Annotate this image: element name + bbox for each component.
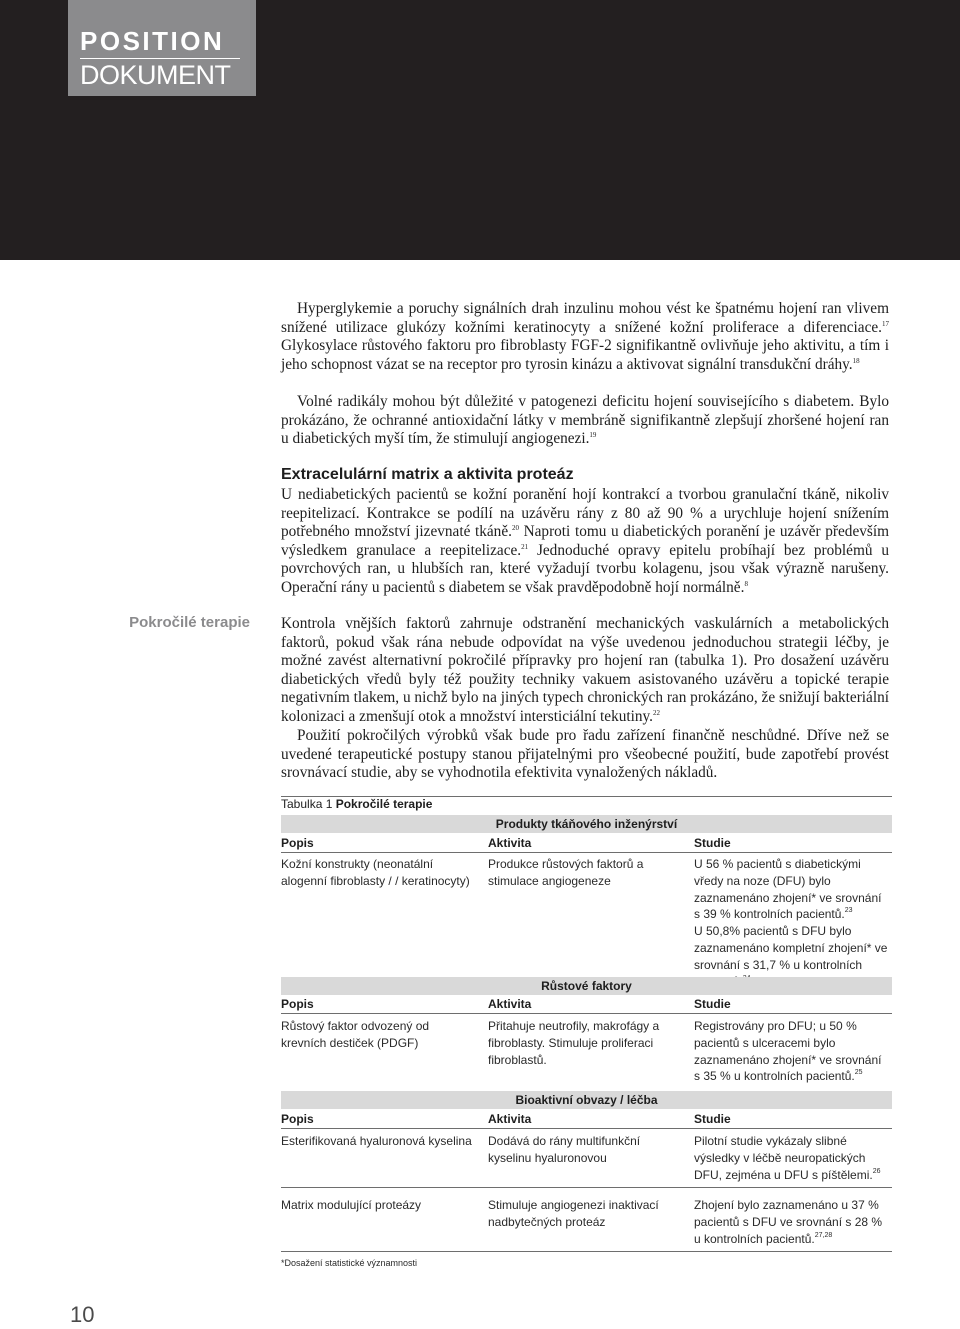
advanced-therapies-paragraph-2: Použití pokročilých výrobků však bude pro řadu zařízení finančně neschůdné. Dříve než se uvedené terapeutické postupy stanou přijatelnými pro všeobecné použití, bude zapotřebí provést srovnávací studie, aby se vyhodnotila efektivita vynaložených nákladů. bbox=[281, 727, 889, 782]
table-footnote: *Dosažení statistické významnosti bbox=[281, 1258, 418, 1268]
badge-divider bbox=[80, 58, 240, 59]
table-header-rule bbox=[281, 1013, 892, 1014]
table-caption: Tabulka 1 Pokročilé terapie bbox=[281, 797, 433, 811]
side-heading-advanced-therapies: Pokročilé terapie bbox=[129, 614, 250, 631]
table-cell-popis: Matrix modulující proteázy bbox=[281, 1198, 422, 1212]
table-header-aktivita: Aktivita bbox=[488, 997, 532, 1011]
intro-paragraph-1: Hyperglykemie a poruchy signálních drah inzulinu mohou vést ke špatnému hojení ran vlivem snížené utilizace glukózy kožními keratinocyty a snížené kožní proliferace a diferenciace.$^{17}$ Glykosylace růstového faktoru pro fibroblasty FGF-2 signifikantně ovlivňuje jeho aktivitu, a tím i jeho schopnost vázat se na receptor pro tyrosin kinázu a aktivovat signální transdukční dráhy.$^{18}$ bbox=[281, 300, 889, 373]
badge-line-1: POSITION bbox=[80, 26, 225, 56]
table-cell-popis: Kožní konstrukty (neonatální alogenní fibroblasty / / keratinocyty) bbox=[281, 857, 470, 888]
table-cell-aktivita: Produkce růstových faktorů a stimulace angiogeneze bbox=[488, 857, 644, 888]
table-header-popis: Popis bbox=[281, 997, 314, 1011]
table-header-studie: Studie bbox=[694, 1112, 731, 1126]
table-cell-popis: Esterifikovaná hyaluronová kyselina bbox=[281, 1134, 472, 1148]
table-header-rule bbox=[281, 1128, 892, 1129]
table-header-aktivita: Aktivita bbox=[488, 1112, 532, 1126]
table-section-title: Růstové faktory bbox=[541, 979, 632, 993]
table-header-studie: Studie bbox=[694, 997, 731, 1011]
table-cell-aktivita: Přitahuje neutrofily, makrofágy a fibroblasty. Stimuluje proliferaci fibroblastů. bbox=[488, 1019, 660, 1067]
table-bottom-rule bbox=[281, 1251, 892, 1252]
table-header-popis: Popis bbox=[281, 836, 314, 850]
table-header-rule bbox=[281, 852, 892, 853]
table-cell-studie: Zhojení bylo zaznamenáno u 37 % pacientů s DFU ve srovnání s 28 % u kontrolních pacientů.$^{27,28}$ bbox=[694, 1198, 883, 1246]
section-heading-ecm: Extracelulární matrix a aktivita proteáz bbox=[281, 466, 574, 483]
table-cell-studie: U 56 % pacientů s diabetickými vředy na noze (DFU) bylo zaznamenáno zhojení* ve srovnání s 39 % kontrolních pacientů.$^{23}$ U 50,8% pacientů s DFU bylo zaznamenáno kompletní zhojení* ve srovnání s 31,7 % u kontrolních bbox=[694, 857, 888, 972]
table-cell-popis: Růstový faktor odvozený od krevních destiček (PDGF) bbox=[281, 1019, 430, 1050]
table-header-popis: Popis bbox=[281, 1112, 314, 1126]
table-row-rule bbox=[281, 1187, 892, 1188]
table-header-studie: Studie bbox=[694, 836, 731, 850]
ecm-paragraph: U nediabetických pacientů se kožní poranění hojí kontrakcí a tvorbou granulační tkáně, nikoliv reepitelizací. Kontrakce se podílí na uzávěru rány z 80 až 90 % a urychluje hojení snížením potřebného množství jizevnaté tkáně.$^{20}$ Naproti tomu u diabetických poranění je uzávěr především výsledkem granulace a reepitelizace.$^{21}$ Jednoduché opravy epitelu probíhají bez problémů u povrchových ran, u hlubších ran, které vyžadují tvorbu kolagenu, jsou však výrazně narušeny. Operační rány u pacientů s diabetem se však pravděpodobně hojí normálně.$^8$ bbox=[281, 486, 889, 596]
table-section-title: Produkty tkáňového inženýrství bbox=[495, 817, 678, 831]
table-cell-aktivita: Stimuluje angiogenezi inaktivací nadbytečných proteáz bbox=[488, 1198, 659, 1229]
table-header-aktivita: Aktivita bbox=[488, 836, 532, 850]
badge-line-2: DOKUMENT bbox=[80, 60, 231, 90]
table-cell-aktivita: Dodává do rány multifunkční kyselinu hyaluronovou bbox=[488, 1134, 641, 1165]
table-section-title: Bioaktivní obvazy / léčba bbox=[515, 1093, 658, 1107]
intro-paragraph-2: Volné radikály mohou být důležité v patogenezi deficitu hojení souvisejícího s diabetem. Bylo prokázáno, že ochranné antioxidační látky v membráně signifikantně zlepšují zhoršené hojení ran u diabetických myší tím, že stimulují angiogenezi.$^{19}$ bbox=[281, 393, 889, 448]
advanced-therapies-paragraph-1: Kontrola vnějších faktorů zahrnuje odstranění mechanických vaskulárních a metabolických faktorů, pokud však rána nebude odpovídat na výše uvedenou jednoduchou strategii léčby, je možné zavést alternativní pokročilé přípravky pro hojení ran (tabulka 1). Pro dosažení uzávěru diabetických vředů byly též použity techniky vakuem asistovaného uzávěru a topické terapie negativním tlakem, u nichž bylo na jiných typech chronických ran prokázáno, že snižují bakteriální kolonizaci a zmenšují otok a množství intersticiální tekutiny.$^{22}$ bbox=[281, 615, 889, 725]
table-cell-studie: Registrovány pro DFU; u 50 % pacientů s ulceracemi bylo zaznamenáno zhojení* ve srovnání s 35 % u kontrolních pacientů.$^{25}$ bbox=[694, 1019, 882, 1084]
table-top-rule bbox=[281, 796, 892, 797]
table-cell-studie: Pilotní studie vykázaly slibné výsledky v léčbě neuropatických DFU, zejména u DFU s píštělemi.$^{26}$ bbox=[694, 1134, 881, 1182]
page-number: 10 bbox=[70, 1302, 95, 1327]
